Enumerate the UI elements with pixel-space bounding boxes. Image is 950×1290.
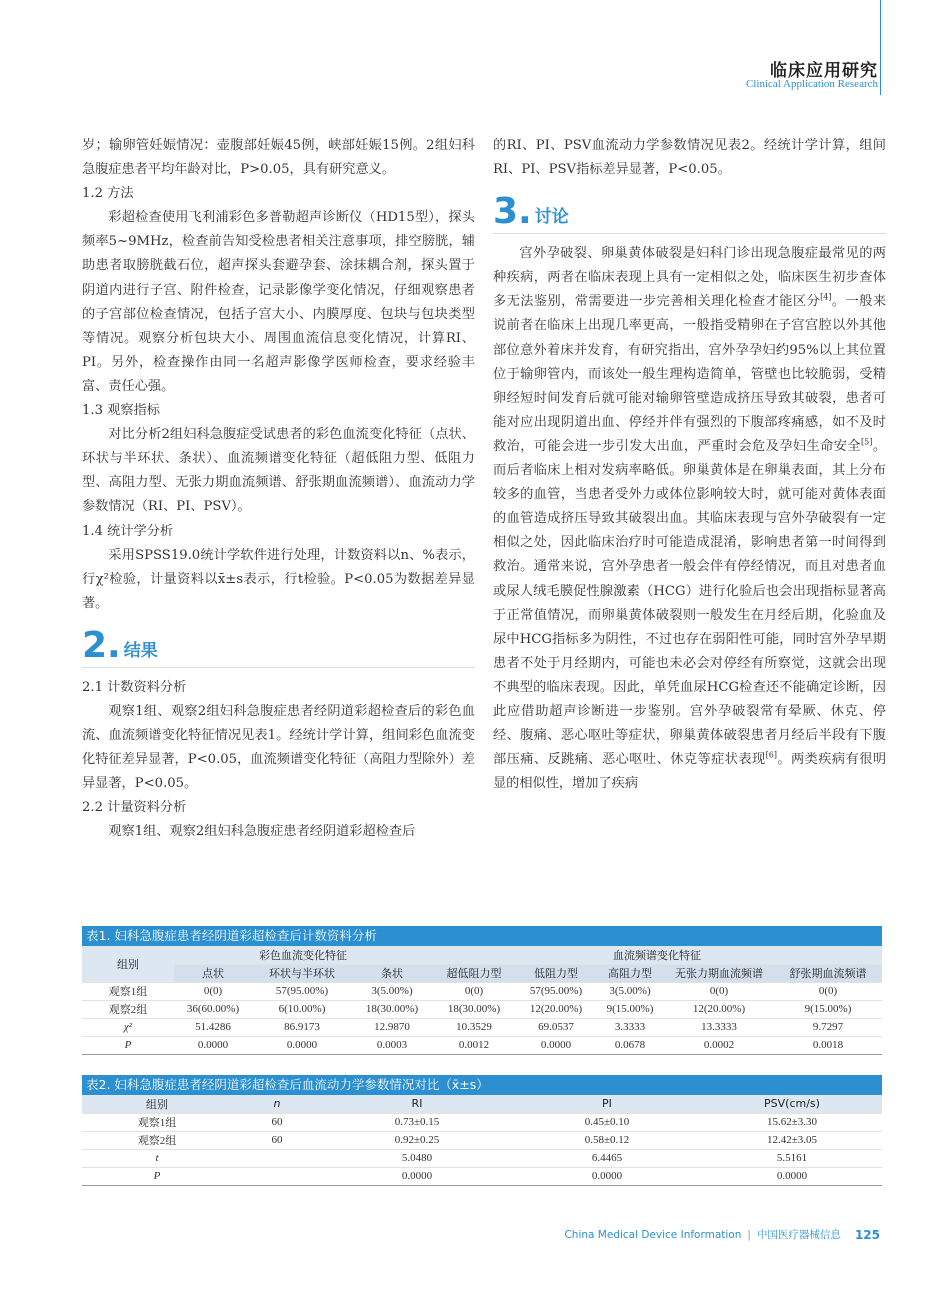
table-cell: 9(15.00%) — [774, 1000, 882, 1018]
table-cell: 0.92±0.25 — [322, 1131, 512, 1149]
table-caption: 表2. 妇科急腹症患者经阴道彩超检查后血流动力学参数情况对比（x̄±s） — [82, 1075, 882, 1095]
table-header-cell: PI — [512, 1095, 702, 1113]
table-cell: 0.45±0.10 — [512, 1113, 702, 1131]
table-header-cell: 无张力期血流频谱 — [664, 964, 774, 982]
table-caption: 表1. 妇科急腹症患者经阴道彩超检查后计数资料分析 — [82, 926, 882, 946]
table-cell: 57(95.00%) — [516, 982, 596, 1000]
subheading: 1.4 统计学分析 — [82, 523, 174, 539]
table-cell: 0.0000 — [702, 1167, 882, 1185]
table-cell — [232, 1167, 322, 1185]
table-cell: 0.58±0.12 — [512, 1131, 702, 1149]
journal-name-en: China Medical Device Information — [564, 1228, 742, 1241]
paragraph: 对比分析2组妇科急腹症受试患者的彩色血流变化特征（点状、环状与半环状、条状）、血流频谱变化特征（超低阻力型、低阻力型、高阻力型、无张力期血流频谱、舒张期血流频谱）、血流动力学参数情况（RI、PI、PSV）。 — [82, 427, 475, 515]
text-run: 。一般来说前者在临床上出现几率更高，一般指受精卵在子宫宫腔以外其他部位意外着床并发育，有研究指出，宫外孕孕妇约95%以上其位置位于输卵管内，而该处一般生理构造简单，管壁也比较脆弱，受精卵经短时间发育后就可能对输卵管壁造成挤压导致其破裂，患者可能对应出现阴道出血、停经并伴有强烈的下腹部疼痛感，如不及时救治，可能会进一步引发大出血，严重时会危及孕妇生命安全 — [493, 294, 887, 454]
citation: [5] — [861, 437, 873, 447]
right-column — [493, 134, 886, 796]
table-cell: 0.0018 — [774, 1036, 882, 1054]
table-cell: 0.0000 — [322, 1167, 512, 1185]
table-header-cell: 高阻力型 — [596, 964, 664, 982]
table-cell: 12.42±3.05 — [702, 1131, 882, 1149]
table-cell — [232, 1149, 322, 1167]
table-header-cell: 彩色血流变化特征 — [174, 946, 432, 964]
section-heading-results — [82, 626, 475, 668]
table-header-cell: 环状与半环状 — [252, 964, 352, 982]
table-cell: 12.9870 — [352, 1018, 432, 1036]
table-cell: 0.0678 — [596, 1036, 664, 1054]
text-run: 。而后者临床上相对发病率略低。卵巢黄体是在卵巢表面，其上分布较多的血管，当患者受外力或体位影响较大时，就可能对黄体表面的血管造成挤压导致其破裂出血。其临床表现与宫外孕破裂有一定相似之处，因此临床治疗时可能造成混淆，影响患者第一时间得到救治。通常来说，宫外孕患者一般会伴有停经情况，而且对患者血或尿人绒毛膜促性腺激素（HCG）进行化验后也会出现指标显著高于正常值情况，而卵巢黄体破裂则一般发生在月经后期，化验血及尿中HCG指标多为阴性，不过也存在弱阳性可能，同时宫外孕早期患者不处于月经期内，可能也未必会对停经有所察觉，这就会出现不典型的临床表现。因此，单凭血尿HCG检查还不能确定诊断，因此应借助超声诊断进一步鉴别。宫外孕破裂常有晕厥、休克、停经、腹痛、恶心呕吐等症状，卵巢黄体破裂患者月经后半段有下腹部压痛、反跳痛、恶心呕吐、休克等症状表现 — [493, 438, 887, 768]
page-footer — [564, 1227, 880, 1242]
table-cell: 18(30.00%) — [432, 1000, 516, 1018]
table-row — [82, 1167, 882, 1185]
table-1 — [82, 926, 882, 1055]
data-table — [82, 1095, 882, 1186]
paragraph: 的RI、PI、PSV血流动力学参数情况见表2。经统计学计算，组间RI、PI、PSV指标差异显著，P<0.05。 — [493, 138, 886, 178]
table-cell: 0(0) — [774, 982, 882, 1000]
table-cell: 3(5.00%) — [352, 982, 432, 1000]
table-cell: 0(0) — [174, 982, 252, 1000]
table-cell: 0.0002 — [664, 1036, 774, 1054]
table-cell: 0.0003 — [352, 1036, 432, 1054]
text-run: 宫外孕破裂、卵巢黄体破裂是妇科门诊出现急腹症最常见的两种疾病，两者在临床表现上具有一定相似之处，临床医生初步查体多无法鉴别，常需要进一步完善相关理化检查才能区分 — [493, 246, 886, 310]
table-cell: 0.0000 — [516, 1036, 596, 1054]
table-cell: 3.3333 — [596, 1018, 664, 1036]
paragraph: 观察1组、观察2组妇科急腹症患者经阴道彩超检查后 — [108, 824, 416, 840]
journal-name-cn: 中国医疗器械信息 — [756, 1229, 841, 1241]
table-cell: 60 — [232, 1113, 322, 1131]
table-2 — [82, 1075, 882, 1186]
table-cell: 86.9173 — [252, 1018, 352, 1036]
citation: [6] — [765, 750, 777, 760]
table-cell: 6.4465 — [512, 1149, 702, 1167]
paragraph: 岁；输卵管妊娠情况：壶腹部妊娠45例，峡部妊娠15例。2组妇科急腹症患者平均年龄对比，P>0.05，具有研究意义。 — [82, 138, 475, 178]
table-header-cell: 条状 — [352, 964, 432, 982]
table-cell: P — [82, 1167, 232, 1185]
table-row — [82, 1131, 882, 1149]
table-cell: 9(15.00%) — [596, 1000, 664, 1018]
table-cell: 57(95.00%) — [252, 982, 352, 1000]
table-cell: P — [82, 1036, 174, 1054]
table-row — [82, 1036, 882, 1054]
table-cell: 18(30.00%) — [352, 1000, 432, 1018]
table-cell: 观察2组 — [82, 1131, 232, 1149]
subheading: 1.3 观察指标 — [82, 403, 160, 419]
table-cell: t — [82, 1149, 232, 1167]
table-row — [82, 1000, 882, 1018]
table-cell: 15.62±3.30 — [702, 1113, 882, 1131]
page-number: 125 — [854, 1227, 880, 1242]
section-number: 3. — [493, 191, 532, 233]
table-cell: 36(60.00%) — [174, 1000, 252, 1018]
table-cell: 0.0000 — [174, 1036, 252, 1054]
table-header-cell: 血流频谱变化特征 — [432, 946, 882, 964]
table-cell: 观察2组 — [82, 1000, 174, 1018]
footer-separator: | — [747, 1228, 751, 1241]
subheading: 1.2 方法 — [82, 186, 134, 202]
table-cell: 观察1组 — [82, 1113, 232, 1131]
section-title: 临床应用研究 — [770, 61, 878, 81]
table-cell: 0.0012 — [432, 1036, 516, 1054]
table-cell: 13.3333 — [664, 1018, 774, 1036]
table-row — [82, 1113, 882, 1131]
table-header-cell: n — [232, 1095, 322, 1113]
subheading: 2.1 计数资料分析 — [82, 679, 187, 695]
table-cell: 观察1组 — [82, 982, 174, 1000]
table-cell: χ² — [82, 1018, 174, 1036]
citation: [4] — [820, 292, 832, 302]
table-header-cell: 点状 — [174, 964, 252, 982]
subheading: 2.2 计量资料分析 — [82, 800, 187, 816]
section-subtitle: Clinical Application Research — [746, 78, 878, 90]
page-edge-line — [880, 0, 881, 95]
table-cell: 5.5161 — [702, 1149, 882, 1167]
section-heading-text: 结果 — [123, 640, 158, 661]
table-header-cell: 组别 — [82, 1095, 232, 1113]
paragraph: 彩超检查使用飞利浦彩色多普勒超声诊断仪（HD15型），探头频率5~9MHz，检查前告知受检患者相关注意事项，排空膀胱，辅助患者取膀胱截石位，超声探头套避孕套、涂抹耦合剂，探头置于阴道内进行子宫、附件检查，记录影像学变化情况，仔细观察患者的子宫部位检查情况，包括子宫大小、内膜厚度、包块与包块类型等情况。观察分析包块大小、周围血流信息变化情况，计算RI、PI。另外，检查操作由同一名超声影像学医师检查，要求经验丰富、责任心强。 — [82, 210, 475, 394]
section-heading-text: 讨论 — [534, 207, 569, 228]
table-cell: 69.0537 — [516, 1018, 596, 1036]
table-header-cell: PSV(cm/s) — [702, 1095, 882, 1113]
section-number: 2. — [82, 624, 121, 666]
table-header-cell: RI — [322, 1095, 512, 1113]
table-cell: 0.73±0.15 — [322, 1113, 512, 1131]
table-cell: 9.7297 — [774, 1018, 882, 1036]
table-cell: 0.0000 — [252, 1036, 352, 1054]
table-cell: 12(20.00%) — [664, 1000, 774, 1018]
table-cell: 51.4286 — [174, 1018, 252, 1036]
table-cell: 0.0000 — [512, 1167, 702, 1185]
table-cell: 0(0) — [664, 982, 774, 1000]
table-row — [82, 982, 882, 1000]
table-header-cell: 超低阻力型 — [432, 964, 516, 982]
section-heading-discussion — [493, 192, 886, 234]
table-row — [82, 1149, 882, 1167]
table-cell: 6(10.00%) — [252, 1000, 352, 1018]
text-run: 。两类疾病有很明显的相似性，增加了疾病 — [493, 752, 887, 792]
table-cell: 12(20.00%) — [516, 1000, 596, 1018]
left-column — [82, 134, 475, 845]
table-cell: 60 — [232, 1131, 322, 1149]
paragraph: 观察1组、观察2组妇科急腹症患者经阴道彩超检查后的彩色血流、血流频谱变化特征情况见表1。经统计学计算，组间彩色血流变化特征差异显著，P<0.05，血流频谱变化特征（高阻力型除外）差异显著，P<0.05。 — [82, 703, 475, 792]
table-cell: 10.3529 — [432, 1018, 516, 1036]
paragraph — [493, 242, 886, 796]
table-header-cell: 组别 — [82, 946, 174, 982]
table-cell: 3(5.00%) — [596, 982, 664, 1000]
paragraph: 采用SPSS19.0统计学软件进行处理，计数资料以n、%表示，行χ²检验，计量资料以x̄±s表示，行t检验。P<0.05为数据差异显著。 — [82, 547, 475, 611]
table-cell: 5.0480 — [322, 1149, 512, 1167]
table-row — [82, 1018, 882, 1036]
table-cell: 0(0) — [432, 982, 516, 1000]
table-header-cell: 舒张期血流频谱 — [774, 964, 882, 982]
data-table — [82, 946, 882, 1055]
table-header-cell: 低阻力型 — [516, 964, 596, 982]
